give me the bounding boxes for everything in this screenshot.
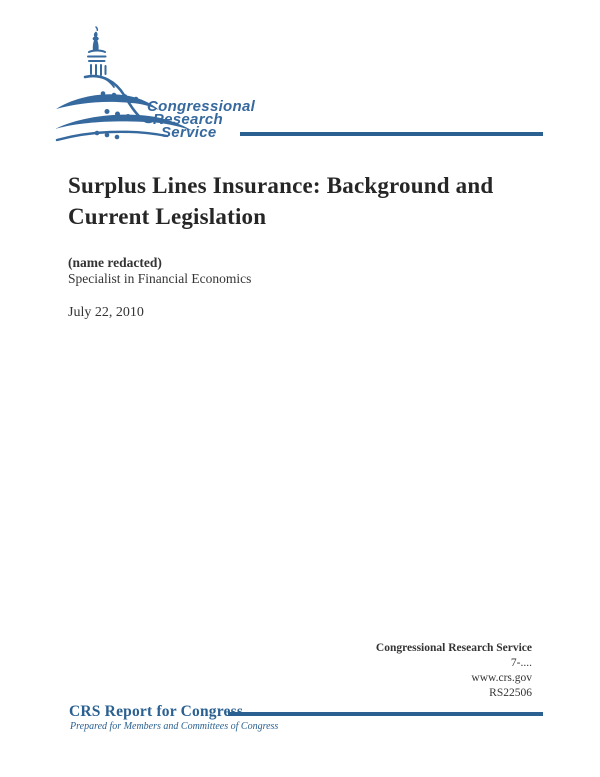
logo-word-congressional: Congressional [147, 98, 256, 115]
header-rule [240, 132, 543, 136]
footer-tagline: Prepared for Members and Committees of Congress [70, 721, 279, 732]
footer-rule [228, 712, 543, 716]
logo-word-research: Research [153, 110, 223, 128]
footer-phone: 7-.... [510, 657, 532, 669]
report-title-line1: Surplus Lines Insurance: Background and [68, 173, 494, 198]
report-title-line2: Current Legislation [68, 203, 267, 229]
footer-org-block [376, 641, 532, 701]
report-date: July 22, 2010 [68, 305, 144, 320]
report-title [68, 171, 548, 232]
footer-report-number: RS22506 [489, 687, 532, 699]
crs-logo-wordmark [147, 98, 256, 141]
logo-word-service: Service [161, 123, 217, 141]
footer-org-name: Congressional Research Service [375, 642, 532, 654]
crs-report-banner: CRS Report for Congress [69, 703, 244, 720]
footer-website: www.crs.gov [471, 672, 532, 684]
author-name: (name redacted) [68, 255, 162, 270]
author-role: Specialist in Financial Economics [68, 271, 252, 286]
